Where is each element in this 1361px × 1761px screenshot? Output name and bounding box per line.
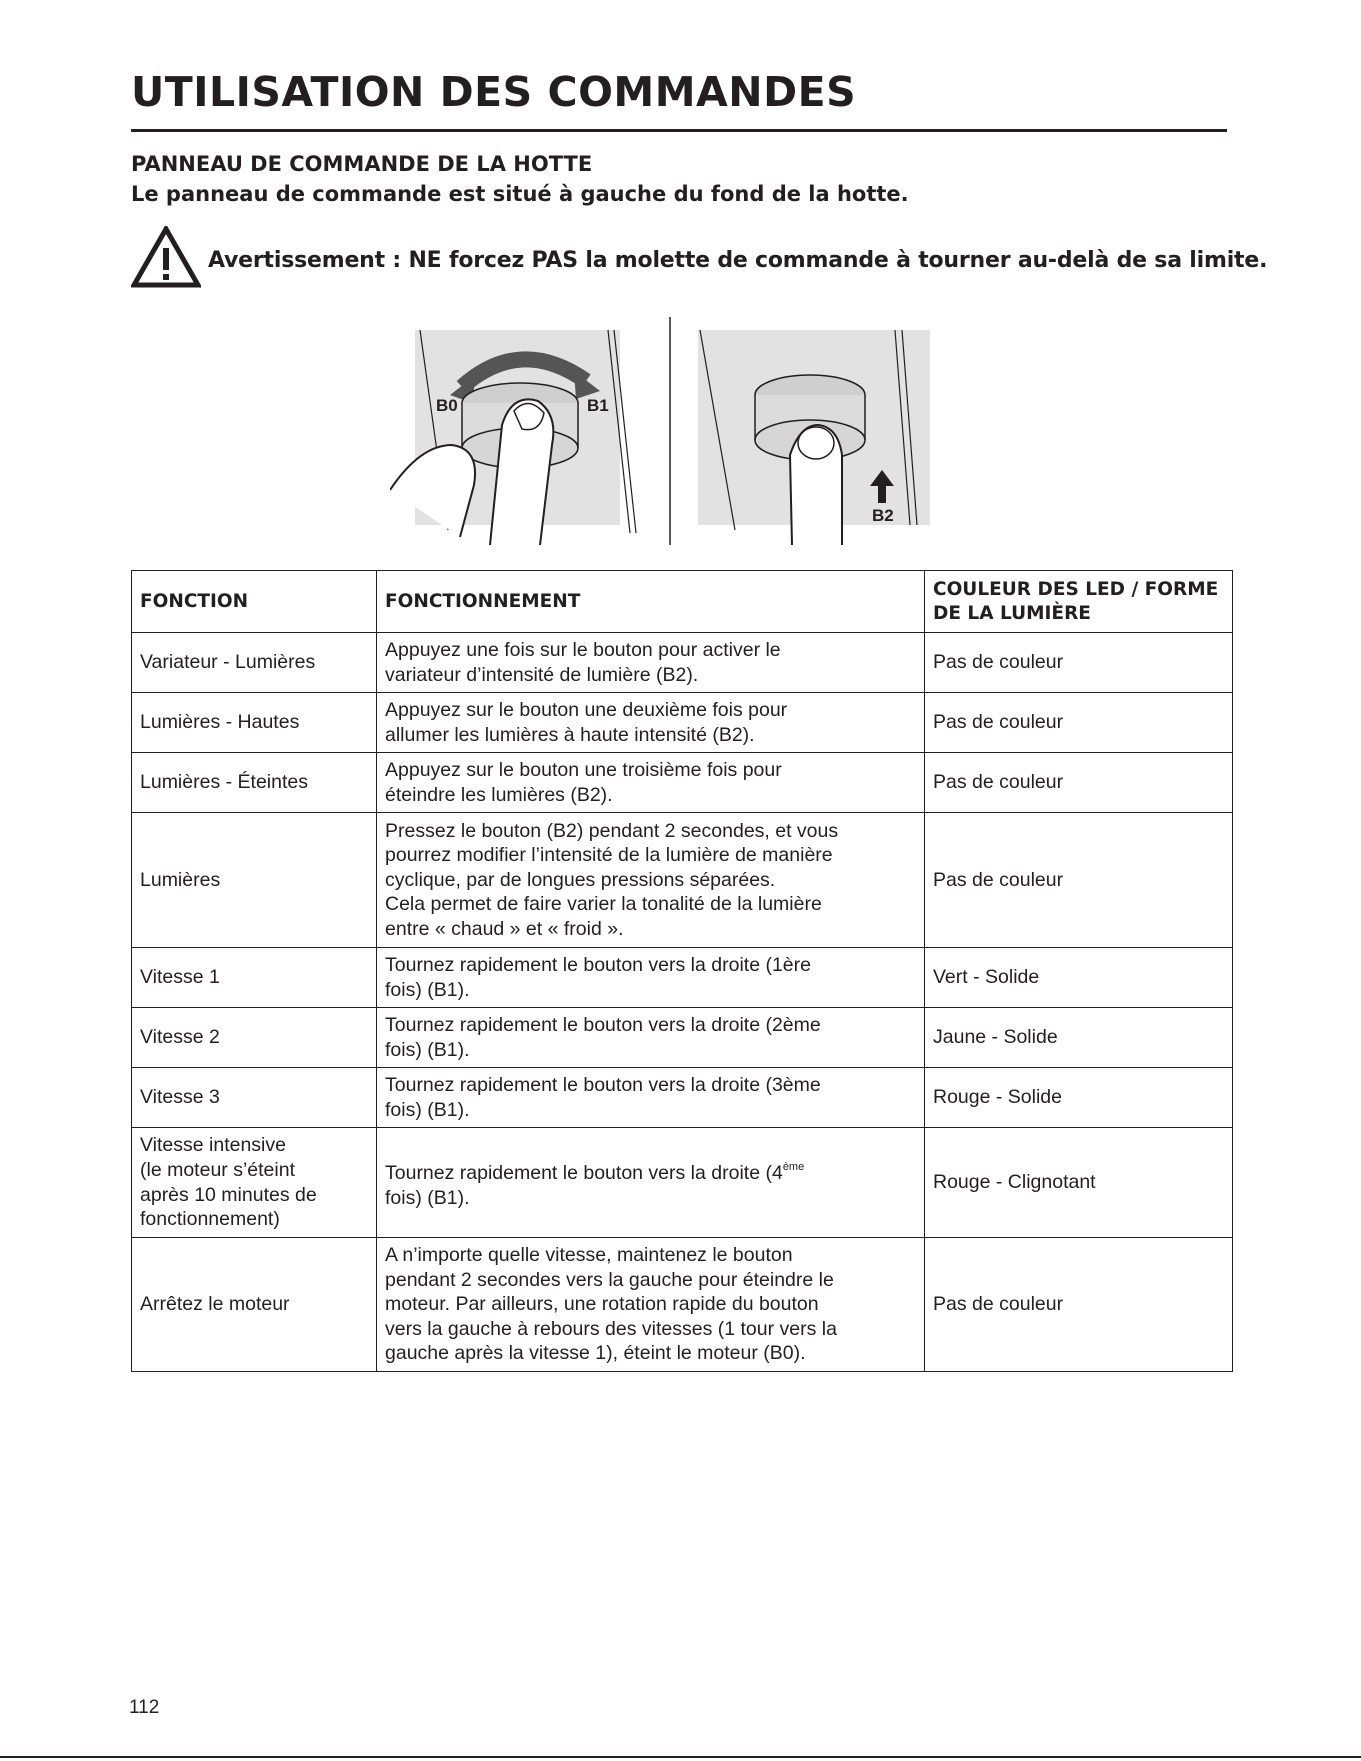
table-row [132,1068,1233,1128]
cell-fonction: Lumières [132,813,377,948]
title-divider [131,129,1227,132]
cell-fonctionnement: Appuyez sur le bouton une deuxième fois pour allumer les lumières à haute intensité (B2). [377,693,925,753]
cell-couleur: Pas de couleur [925,633,1233,693]
cell-couleur: Rouge - Clignotant [925,1128,1233,1238]
cell-fonction: Vitesse 2 [132,1008,377,1068]
section-heading: PANNEAU DE COMMANDE DE LA HOTTE [131,152,593,176]
header-fonction: FONCTION [132,571,377,633]
cell-fonctionnement: Tournez rapidement le bouton vers la droite (1ère fois) (B1). [377,948,925,1008]
cell-fonctionnement: Tournez rapidement le bouton vers la droite (3ème fois) (B1). [377,1068,925,1128]
cell-fonction: Lumières - Hautes [132,693,377,753]
b2-label: B2 [872,506,894,525]
cell-fonction: Vitesse 1 [132,948,377,1008]
table-row [132,1128,1233,1238]
intro-text: Le panneau de commande est situé à gauche du fond de la hotte. [131,182,909,206]
b1-label: B1 [587,396,609,415]
cell-fonction: Lumières - Éteintes [132,753,377,813]
cell-fonction: Arrêtez le moteur [132,1238,377,1372]
table-row [132,753,1233,813]
cell-fonctionnement: Appuyez une fois sur le bouton pour activer le variateur d’intensité de lumière (B2). [377,633,925,693]
cell-fonctionnement: Pressez le bouton (B2) pendant 2 secondes, et vous pourrez modifier l’intensité de la lumière de manière cyclique, par de longues pressions séparées. Cela permet de faire varier la tonalité de la lumière entre « chaud » et « froid ». [377,813,925,948]
header-fonctionnement: FONCTIONNEMENT [377,571,925,633]
page-title: UTILISATION DES COMMANDES [131,68,857,116]
cell-fonctionnement: Appuyez sur le bouton une troisième fois pour éteindre les lumières (B2). [377,753,925,813]
cell-fonctionnement: Tournez rapidement le bouton vers la droite (4ème fois) (B1). [377,1128,925,1238]
warning-triangle-icon [131,226,201,288]
table-header-row [132,571,1233,633]
table-row [132,1008,1233,1068]
cell-couleur: Vert - Solide [925,948,1233,1008]
cell-couleur: Pas de couleur [925,753,1233,813]
bottom-divider [0,1756,1361,1758]
knob-rotate-panel [390,330,636,545]
table-row [132,813,1233,948]
cell-couleur: Pas de couleur [925,693,1233,753]
cell-fonction: Vitesse intensive (le moteur s’éteint après 10 minutes de fonctionnement) [132,1128,377,1238]
cell-fonction: Vitesse 3 [132,1068,377,1128]
cell-couleur: Rouge - Solide [925,1068,1233,1128]
header-couleur: COULEUR DES LED / FORME DE LA LUMIÈRE [925,571,1233,633]
page-number: 112 [129,1697,160,1718]
cell-fonctionnement: A n’importe quelle vitesse, maintenez le bouton pendant 2 secondes vers la gauche pour éteindre le moteur. Par ailleurs, une rotation rapide du bouton vers la gauche à rebours des vitesses (1 tour vers la gauche après la vitesse 1), éteint le moteur (B0). [377,1238,925,1372]
table-row [132,693,1233,753]
table-row [132,948,1233,1008]
b0-label: B0 [436,396,458,415]
table-row [132,1238,1233,1372]
cell-couleur: Pas de couleur [925,1238,1233,1372]
cell-fonction: Variateur - Lumières [132,633,377,693]
controls-table [131,570,1233,1372]
knob-press-panel [698,330,930,545]
cell-couleur: Jaune - Solide [925,1008,1233,1068]
warning-text: Avertissement : NE forcez PAS la molette de commande à tourner au-delà de sa limite. [208,248,1268,273]
cell-fonctionnement: Tournez rapidement le bouton vers la droite (2ème fois) (B1). [377,1008,925,1068]
table-row [132,633,1233,693]
control-knob-illustration [390,315,930,547]
cell-couleur: Pas de couleur [925,813,1233,948]
